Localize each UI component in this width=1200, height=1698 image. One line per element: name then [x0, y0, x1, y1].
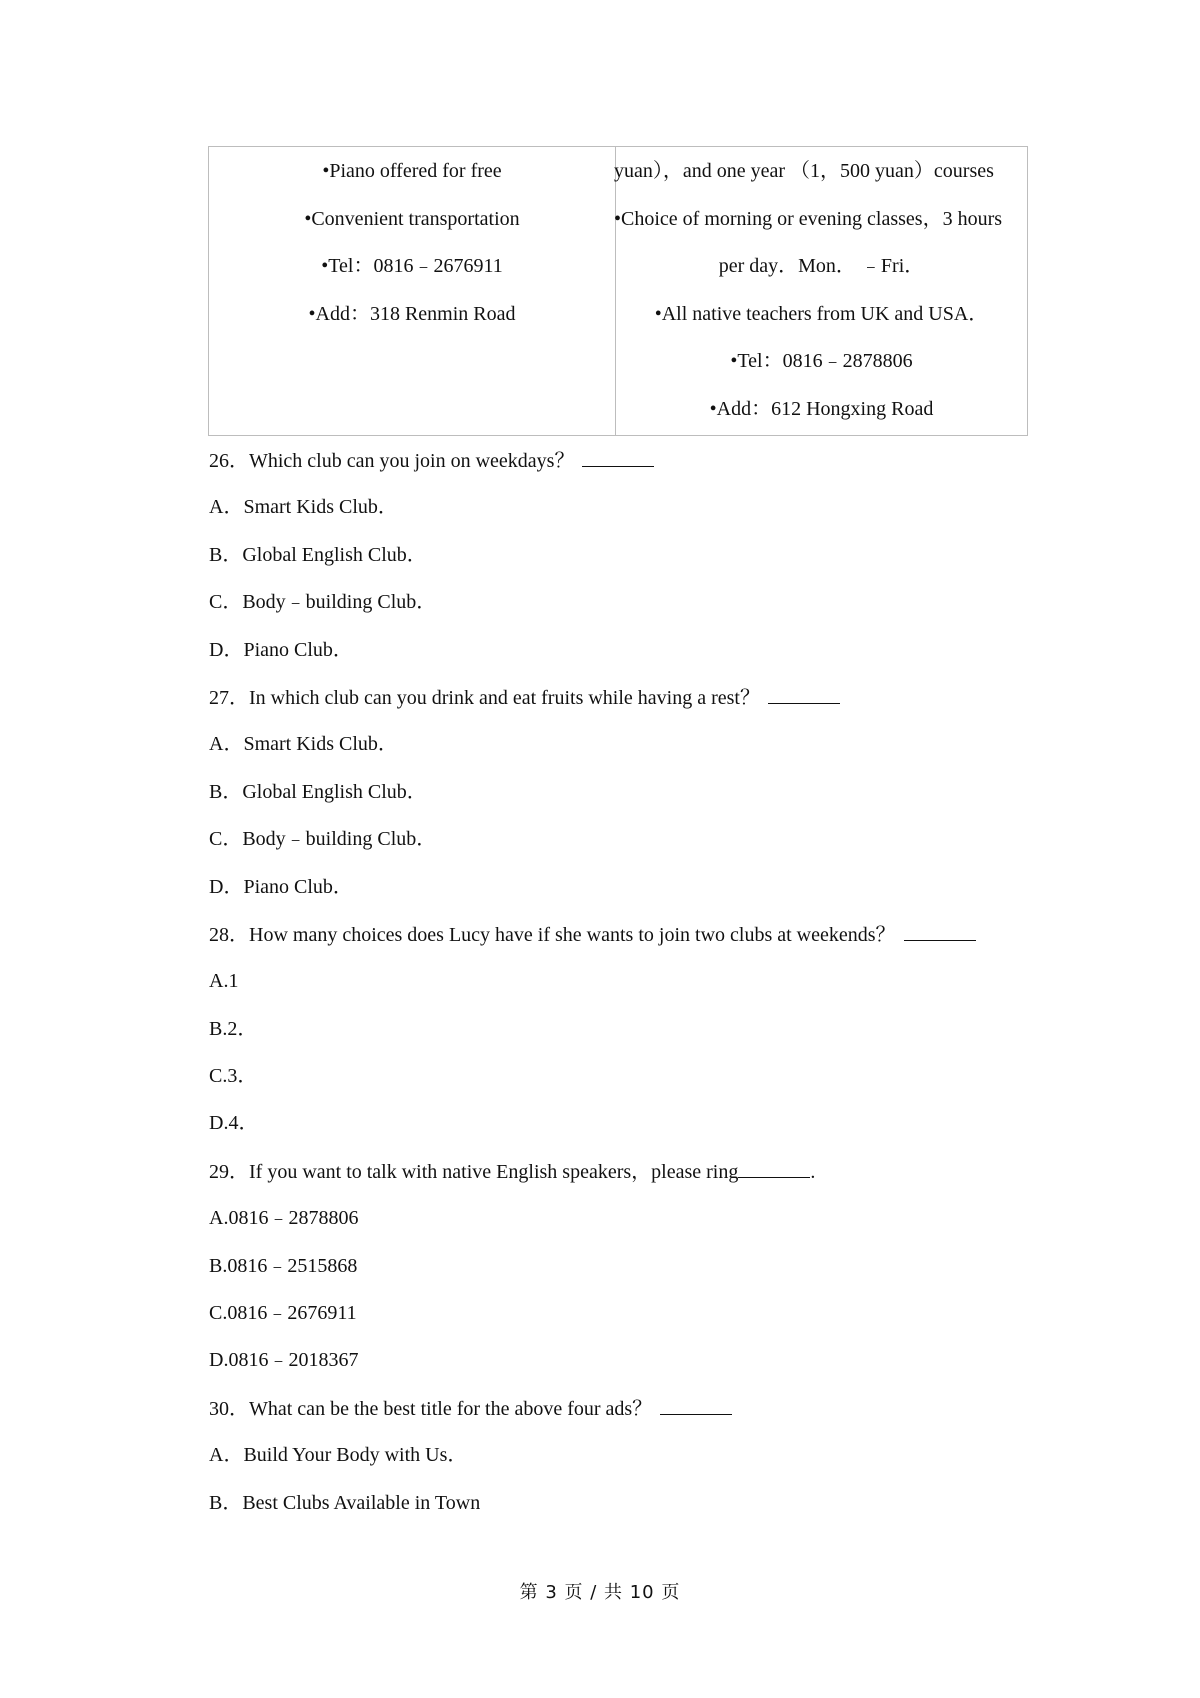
option: C．Body﹣building Club．	[209, 828, 437, 851]
answer-blank	[768, 685, 840, 704]
ad-line: •Add：318 Renmin Road	[308, 302, 516, 325]
ad-line: •Tel：0816﹣2676911	[321, 255, 503, 277]
question-text: 28．How many choices does Lucy have if she wants to join two clubs at weekends？	[209, 923, 896, 946]
ad-line: yuan），and one year （1，500 yuan）courses	[614, 160, 994, 182]
option: A．Build Your Body with Us．	[209, 1444, 468, 1467]
question-text: 30．What can be the best title for the above four ads？	[209, 1397, 653, 1420]
option: C．Body﹣building Club．	[209, 591, 437, 614]
option: A．Smart Kids Club．	[209, 733, 398, 756]
ad-line: •Choice of morning or evening classes，3 hours	[614, 207, 1003, 230]
ad-column-left	[209, 147, 616, 435]
question-text: 29．If you want to talk with native English speakers，please ring	[209, 1160, 739, 1183]
page-footer: 第 3 页 / 共 10 页	[519, 1582, 681, 1603]
option: B．Best Clubs Available in Town	[209, 1491, 481, 1514]
option: D.4．	[209, 1112, 259, 1135]
ad-line: •All native teachers from UK and USA．	[654, 302, 989, 325]
question-stem	[209, 448, 1049, 495]
question-stem	[209, 685, 1049, 732]
ad-line: per day．Mon． ﹣Fri．	[718, 255, 925, 277]
option: C.3．	[209, 1065, 258, 1088]
question-stem	[209, 1159, 1049, 1206]
option: A.0816﹣2878806	[209, 1207, 359, 1230]
answer-blank	[582, 448, 654, 467]
ad-line: •Add：612 Hongxing Road	[709, 397, 934, 420]
ad-line: •Convenient transportation	[304, 207, 520, 230]
option: A．Smart Kids Club．	[209, 496, 398, 519]
question-end: .	[810, 1160, 816, 1183]
option: D.0816﹣2018367	[209, 1349, 359, 1372]
question-text: 27．In which club can you drink and eat fruits while having a rest？	[209, 686, 760, 709]
option: B.0816﹣2515868	[209, 1254, 358, 1277]
question-text: 26．Which club can you join on weekdays？	[209, 450, 575, 472]
ad-line: •Piano offered for free	[322, 160, 502, 182]
question-stem	[209, 922, 1049, 969]
option: D．Piano Club．	[209, 638, 353, 661]
option: A.1	[209, 970, 239, 993]
questions-section	[209, 448, 1049, 1538]
option: B．Global English Club．	[209, 780, 427, 803]
option: B.2．	[209, 1017, 258, 1040]
answer-blank	[738, 1159, 810, 1178]
answer-blank	[660, 1396, 732, 1415]
ad-column-right	[616, 147, 1027, 435]
ad-line: •Tel：0816﹣2878806	[730, 350, 913, 372]
ads-table	[208, 146, 1028, 436]
question-stem	[209, 1396, 1049, 1443]
option: D．Piano Club．	[209, 875, 353, 898]
option: B．Global English Club．	[209, 543, 427, 566]
option: C.0816﹣2676911	[209, 1302, 357, 1325]
answer-blank	[904, 922, 976, 941]
